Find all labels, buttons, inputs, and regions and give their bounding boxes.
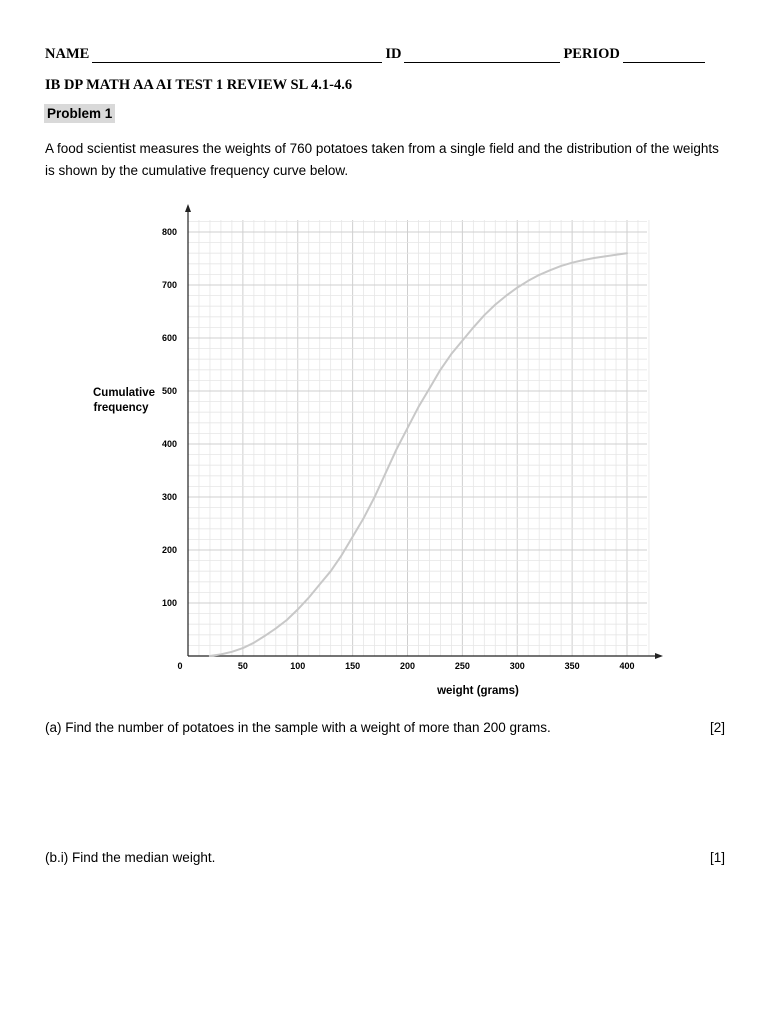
- x-tick-label: 200: [399, 661, 416, 671]
- y-tick-label: 500: [161, 386, 177, 396]
- x-axis-label: weight (grams): [437, 685, 519, 697]
- course-title: IB DP MATH AA AI TEST 1 REVIEW SL 4.1-4.6: [45, 77, 353, 93]
- y-axis-label-line-1: Cumulative: [93, 387, 155, 399]
- problem-intro: A food scientist measures the weights of 760 potatoes taken from a single field and the distribution of the weights is shown by the cumulative frequency curve below.: [45, 141, 719, 178]
- problem-label: Problem 1: [44, 104, 115, 123]
- x-tick-label: 300: [509, 661, 525, 671]
- question-b-i: [45, 850, 725, 865]
- x-tick-label: 350: [564, 661, 580, 671]
- x-tick-label: 250: [454, 661, 470, 671]
- y-tick-label: 100: [161, 598, 177, 608]
- origin-label: 0: [177, 661, 183, 671]
- y-tick-label: 200: [161, 545, 177, 555]
- x-tick-label: 400: [619, 661, 635, 671]
- id-label: ID: [385, 46, 402, 62]
- x-tick-label: 50: [237, 661, 248, 671]
- chart-svg: [80, 195, 670, 705]
- y-axis-label-line-2: frequency: [93, 402, 149, 414]
- question-b-i-marks: [1]: [709, 850, 725, 865]
- question-a-text: (a) Find the number of potatoes in the sample with a weight of more than 200 grams.: [45, 720, 551, 735]
- name-label: NAME: [45, 46, 90, 62]
- id-blank[interactable]: [404, 49, 560, 63]
- x-tick-label: 100: [290, 661, 306, 671]
- question-b-i-text: (b.i) Find the median weight.: [45, 850, 216, 865]
- question-a-marks: [2]: [709, 720, 725, 735]
- cumulative-frequency-chart: [80, 195, 670, 705]
- period-blank[interactable]: [623, 49, 705, 63]
- x-tick-label: 150: [345, 661, 361, 671]
- name-blank[interactable]: [92, 49, 382, 63]
- y-tick-label: 800: [161, 227, 177, 237]
- y-tick-label: 600: [161, 333, 177, 343]
- student-info-line: [45, 46, 725, 63]
- question-a: [45, 720, 725, 735]
- y-tick-label: 400: [161, 439, 177, 449]
- period-label: PERIOD: [563, 46, 620, 62]
- chart-background: [80, 195, 670, 705]
- y-tick-label: 700: [161, 280, 177, 290]
- y-tick-label: 300: [161, 492, 177, 502]
